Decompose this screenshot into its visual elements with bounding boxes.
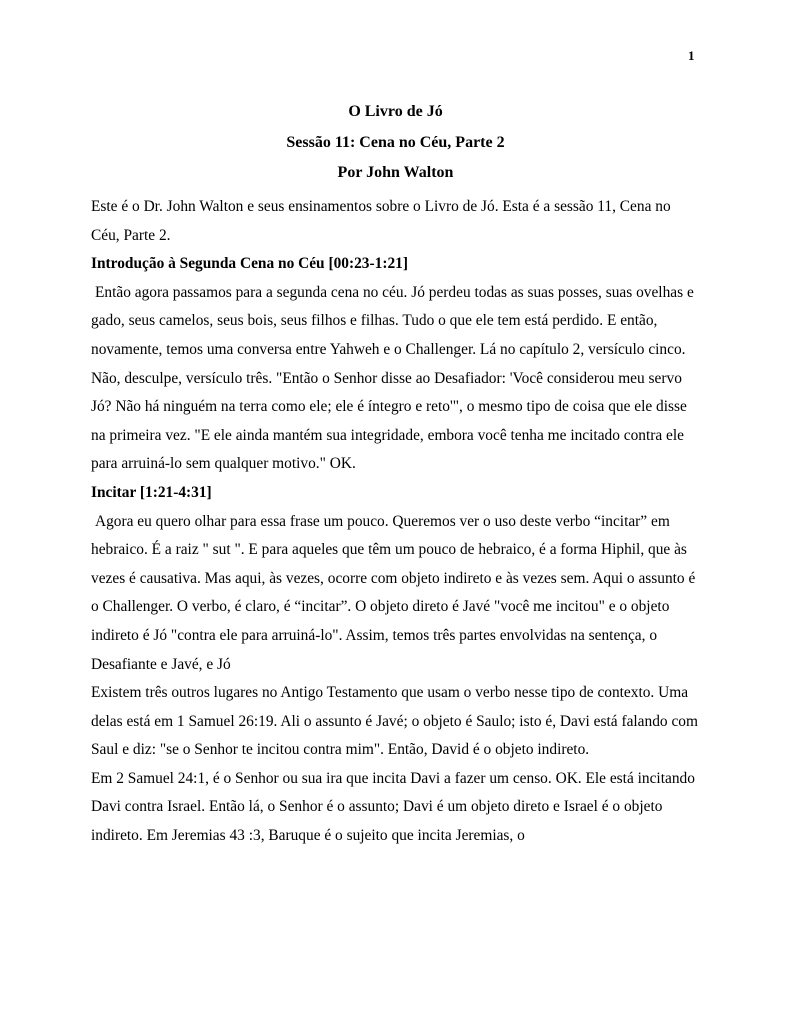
body-paragraph: Então agora passamos para a segunda cena no céu. Jó perdeu todas as suas posses, suas ovelhas e gado, seus camelos, seus bois, seus filhos e filhas. Tudo o que ele tem está perdido. E então, novamente, temos uma conversa entre Yahweh e o Challenger. Lá no capítulo 2, versículo cinco. Não, desculpe, versículo três. "Então o Senhor disse ao Desafiador: 'Você considerou meu servo Jó? Não há ninguém na terra como ele; ele é íntegro e reto'", o mesmo tipo de coisa que ele disse na primeira vez. "E ele ainda mantém sua integridade, embora você tenha me incitado contra ele para arruiná-lo sem qualquer motivo." OK. (91, 283, 694, 473)
body-paragraph: Existem três outros lugares no Antigo Testamento que usam o verbo nesse tipo de contexto. Uma delas está em 1 Samuel 26:19. Ali o assunto é Javé; o objeto é Saulo; isto é, Davi está falando com Saul e diz: "se o Senhor te incitou contra mim". Então, David é o objeto indireto. (91, 684, 698, 759)
body-paragraph: Agora eu quero olhar para essa frase um pouco. Queremos ver o uso deste verbo “incitar” em hebraico. É a raiz " sut ". E para aqueles que têm um pouco de hebraico, é a forma Hiphil, que às vezes é causativa. Mas aqui, às vezes, ocorre com objeto indireto e às vezes sem. Aqui o assunto é o Challenger. O verbo, é claro, é “incitar”. O objeto direto é Javé "você me incitou" e o objeto indireto é Jó "contra ele para arruiná-lo". Assim, temos três partes envolvidas na sentença, o Desafiante e Javé, e Jó (91, 512, 696, 673)
document-title: O Livro de Jó (348, 103, 443, 120)
intro-paragraph: Este é o Dr. John Walton e seus ensinamentos sobre o Livro de Jó. Esta é a sessão 11, Cena no Céu, Parte 2. (91, 198, 671, 244)
section-heading: Introdução à Segunda Cena no Céu [00:23-1:21] (91, 255, 408, 273)
document-body (91, 193, 701, 851)
body-paragraph: Em 2 Samuel 24:1, é o Senhor ou sua ira que incita Davi a fazer um censo. OK. Ele está incitando Davi contra Israel. Então lá, o Senhor é o assunto; Davi é um objeto direto e Israel é o objeto indireto. Em Jeremias 43 :3, Baruque é o sujeito que incita Jeremias, o (91, 769, 695, 845)
author-line: Por John Walton (337, 164, 454, 181)
page-number: 1 (688, 48, 695, 63)
session-title: Sessão 11: Cena no Céu, Parte 2 (286, 134, 505, 151)
section-heading: Incitar [1:21-4:31] (91, 483, 212, 501)
